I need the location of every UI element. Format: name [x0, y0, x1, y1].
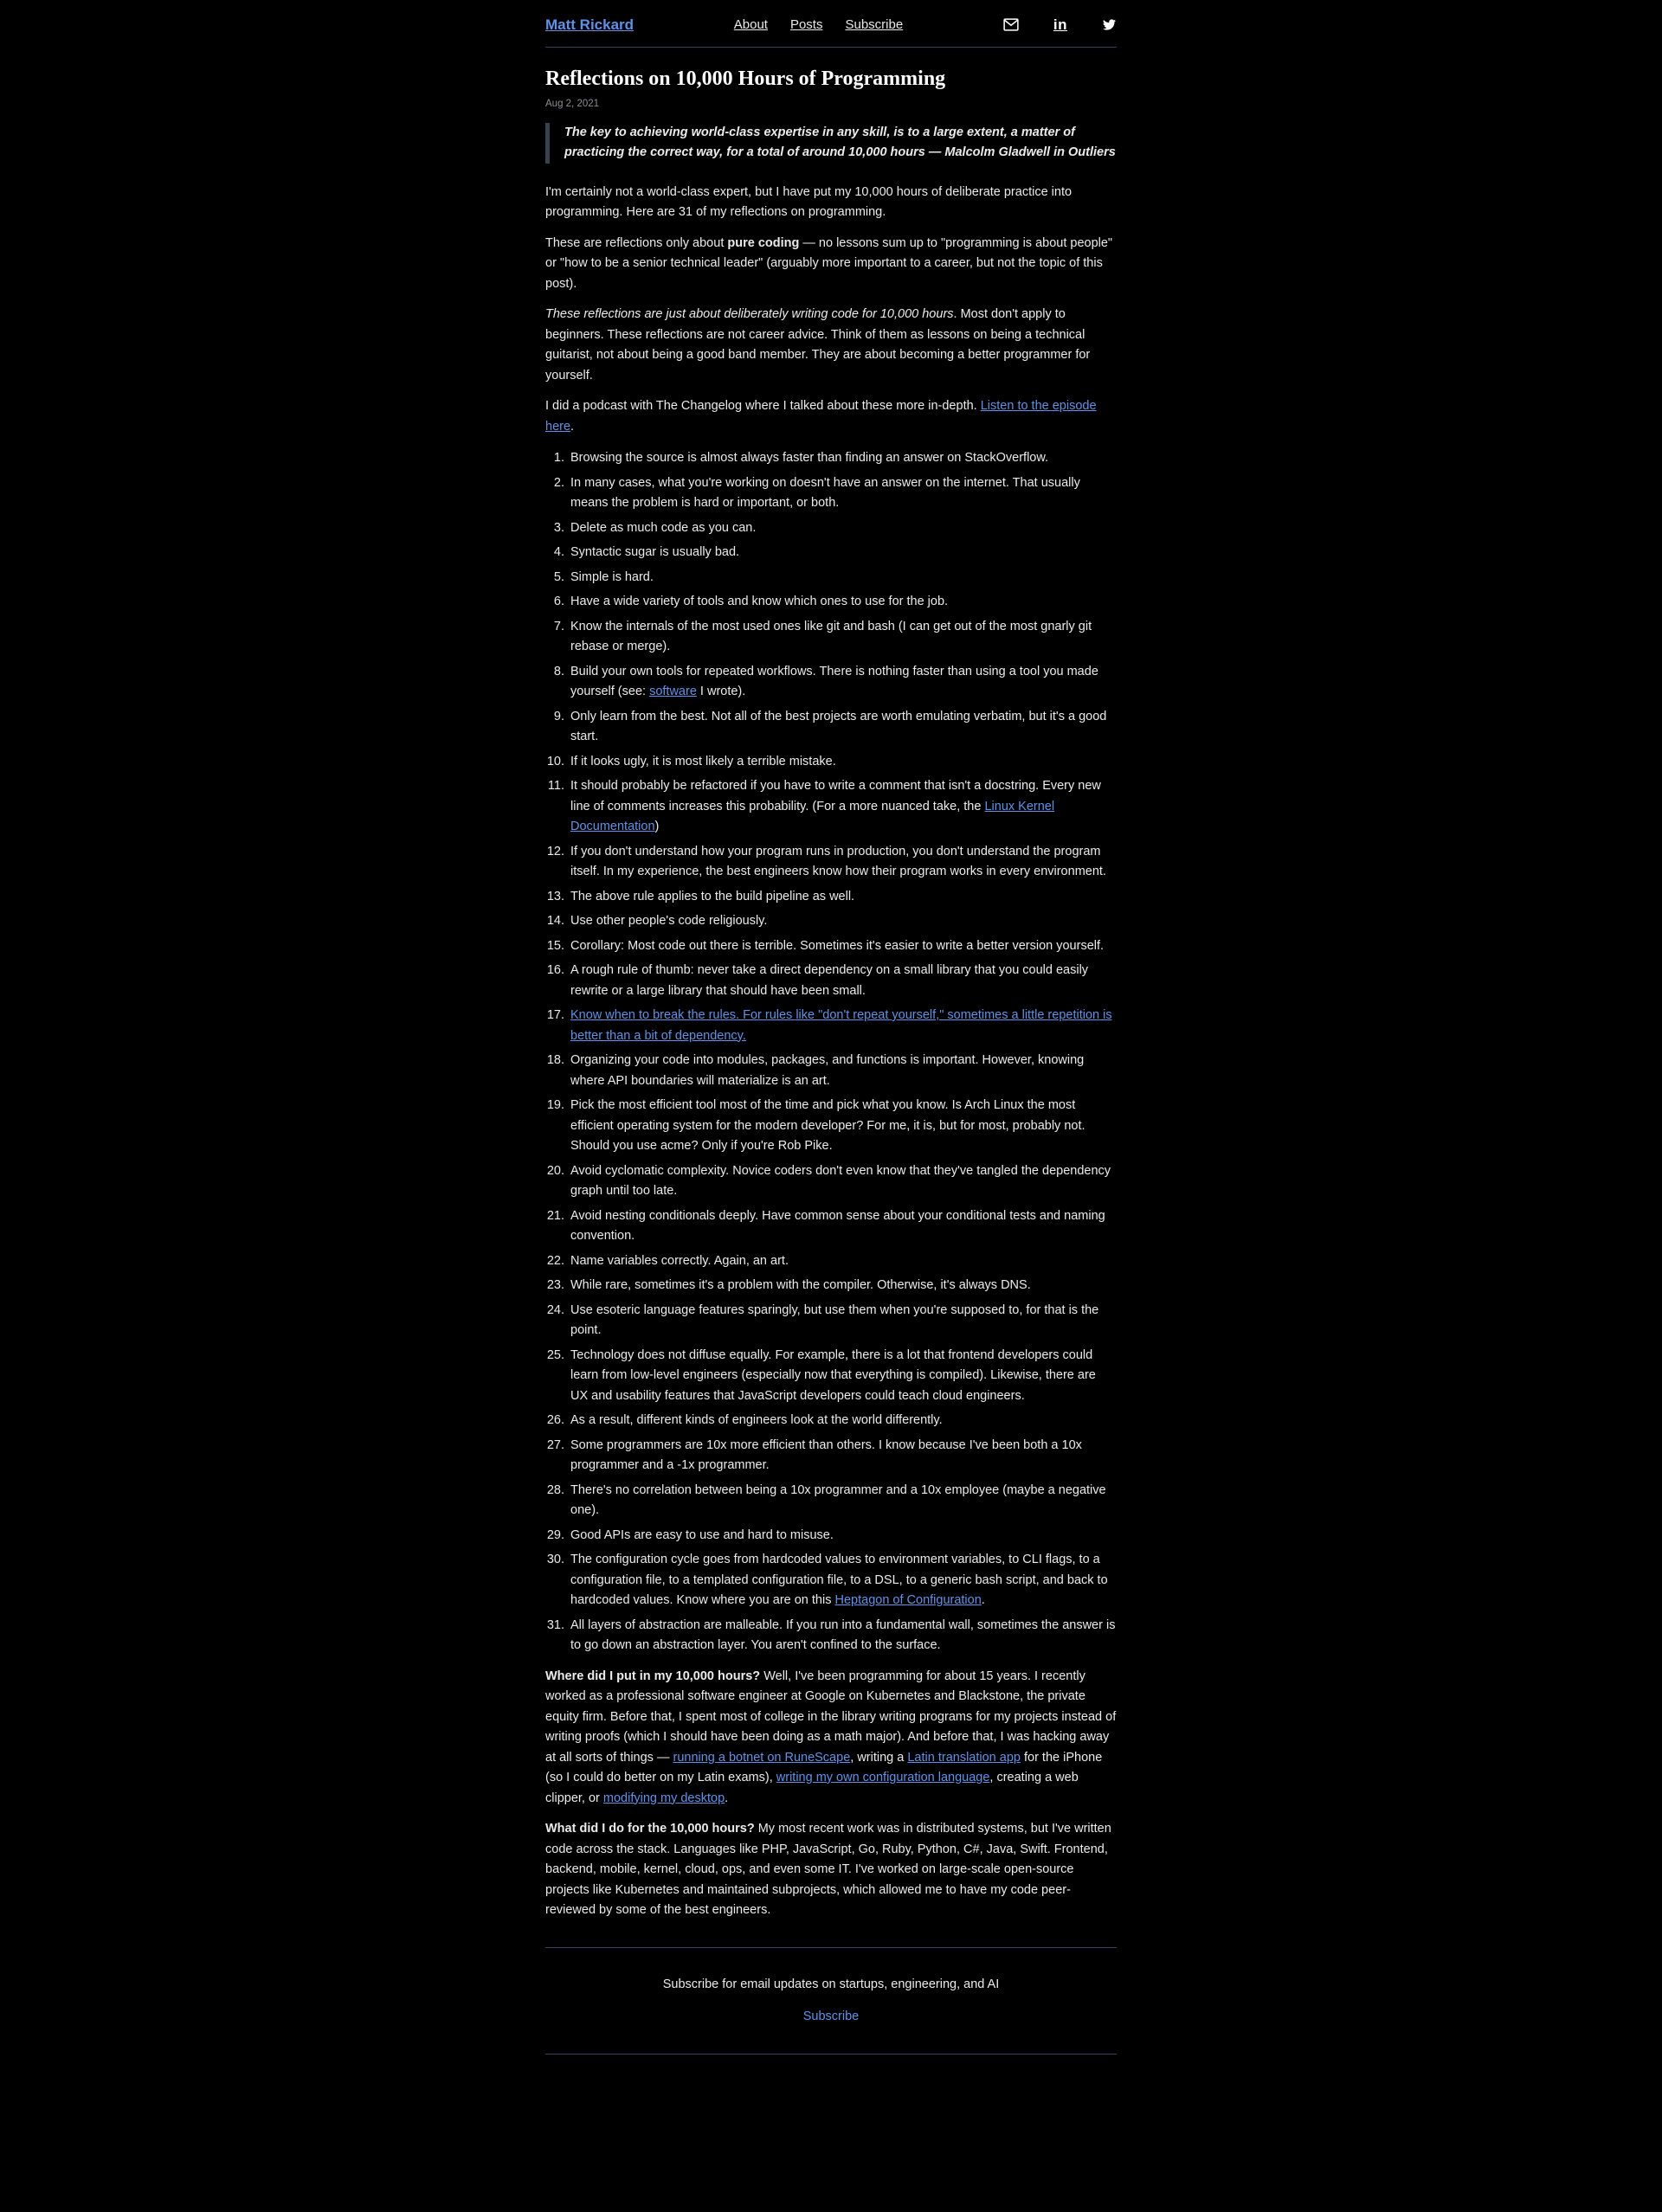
text-run: for the iPhone (so I could do better on my Latin exams),	[545, 1750, 1103, 1784]
text-run: Browsing the source is almost always faster than finding an answer on StackOverflow.	[570, 451, 1049, 465]
post-date: Aug 2, 2021	[545, 98, 600, 109]
list-item	[568, 1301, 1117, 1341]
list-item	[568, 568, 1117, 588]
list-item	[568, 1550, 1117, 1611]
text-run: )	[654, 820, 660, 833]
list-item	[568, 961, 1117, 1001]
list-item	[568, 1346, 1117, 1407]
site-footer	[545, 1948, 1117, 2028]
text-run: I'm certainly not a world-class expert, but I have put my 10,000 hours of deliberate practice into programming. Here are 31 of my reflections on programming.	[545, 184, 1073, 219]
text-run: Organizing your code into modules, packages, and functions is important. However, knowing where API boundaries will materialize is an art.	[570, 1053, 1085, 1088]
text-run: — no lessons sum up to "programming is about people" or "how to be a senior technical leader" (arguably more important to a career, but not the topic of this post).	[545, 235, 1113, 291]
list-item	[568, 1096, 1117, 1157]
text-run: Build your own tools for repeated workflows. There is nothing faster than using a tool you made yourself (see:	[570, 664, 1098, 698]
paragraph	[545, 234, 1117, 295]
list-item	[568, 592, 1117, 613]
text-run: The above rule applies to the build pipeline as well.	[570, 889, 855, 903]
text-run: .	[570, 419, 575, 434]
text-run: The configuration cycle goes from hardcoded values to environment variables, to CLI flags, to a configuration file, to a templated configuration file, to a DSL, to a generic bash script, and back to hardcoded values. Know where you are on this	[570, 1553, 1108, 1607]
text-run: As a result, different kinds of engineers look at the world differently.	[570, 1413, 943, 1427]
text-run: I did a podcast with The Changelog where I talked about these more in-depth.	[545, 399, 981, 413]
list-item	[568, 1051, 1117, 1091]
inline-link[interactable]: Know when to break the rules. For rules like "don't repeat yourself," sometimes a little repetition is better than a bit of dependency.	[570, 1008, 1112, 1043]
text-run: In many cases, what you're working on doesn't have an answer on the internet. That usually means the problem is hard or important, or both.	[570, 475, 1080, 510]
text-run: Where did I put in my 10,000 hours?	[545, 1669, 761, 1683]
twitter-icon[interactable]	[1102, 18, 1117, 31]
inline-link[interactable]: running a botnet on RuneScape	[673, 1750, 851, 1765]
inline-link[interactable]: writing my own configuration language	[776, 1771, 990, 1784]
list-item	[568, 1481, 1117, 1521]
list-item	[568, 473, 1117, 514]
paragraph	[545, 183, 1117, 223]
site-header	[545, 0, 1117, 48]
paragraph	[545, 305, 1117, 386]
list-item	[568, 662, 1117, 703]
text-run: pure coding	[727, 235, 800, 250]
text-run: These are reflections only about	[545, 235, 728, 250]
list-item	[568, 1276, 1117, 1296]
header-nav	[734, 15, 903, 35]
intro-paragraphs	[545, 183, 1117, 438]
text-run: It should probably be refactored if you have to write a comment that isn't a docstring. Every new line of comments increases this probability. (For a more nuanced take, the	[570, 779, 1101, 813]
footer-blurb: Subscribe for email updates on startups, engineering, and AI	[662, 1977, 1000, 1991]
pull-quote: The key to achieving world-class expertise in any skill, is to a large extent, a matter of practicing the correct way, for a total of around 10,000 hours — Malcolm Gladwell in Outliers	[545, 123, 1117, 164]
text-run: Avoid cyclomatic complexity. Novice coders don't even know that they've tangled the dependency graph until too late.	[570, 1163, 1111, 1198]
list-item	[568, 936, 1117, 957]
inline-link[interactable]: Listen to the episode here	[545, 399, 1097, 434]
text-run: Only learn from the best. Not all of the best projects are worth emulating verbatim, but it's a good start.	[570, 709, 1107, 743]
text-run: Some programmers are 10x more efficient than others. I know because I've been both a 10x programmer and a -1x programmer.	[570, 1437, 1082, 1472]
list-item	[568, 518, 1117, 539]
social-icons	[1003, 17, 1117, 32]
linkedin-icon[interactable]: in	[1053, 16, 1067, 34]
text-run: .	[725, 1791, 729, 1805]
nav-link[interactable]: Subscribe	[845, 17, 904, 32]
inline-link[interactable]: Heptagon of Configuration	[834, 1593, 982, 1607]
list-item	[568, 543, 1117, 563]
text-run: . Most don't apply to beginners. These reflections are not career advice. Think of them as lessons on being a technical guitarist, not about being a good band member. They are about becoming a better programmer for yourself.	[545, 307, 1091, 383]
text-run: , creating a web clipper, or	[545, 1771, 1079, 1805]
inline-link[interactable]: software	[649, 685, 697, 698]
list-item	[568, 1161, 1117, 1202]
inline-link[interactable]: Latin translation app	[907, 1750, 1021, 1765]
list-item	[568, 752, 1117, 773]
text-run: All layers of abstraction are malleable. If you run into a fundamental wall, sometimes the answer is to go down an abstraction layer. You aren't confined to the surface.	[570, 1617, 1116, 1652]
text-run: Use esoteric language features sparingly, but use them when you're supposed to, for that is the point.	[570, 1302, 1099, 1337]
blog-post	[545, 66, 1117, 1921]
text-run: Avoid nesting conditionals deeply. Have common sense about your conditional tests and naming convention.	[570, 1208, 1105, 1243]
list-item	[568, 776, 1117, 838]
text-run: Well, I've been programming for about 15 years. I recently worked as a professional software engineer at Google on Kubernetes and Blackstone, the private equity firm. Before that, I spent most of college in the library writing programs for my projects instead of writing proofs (which I should have been doing as a math major). And before that, I was hacking away at all sorts of things —	[545, 1669, 1117, 1765]
nav-link[interactable]: Posts	[789, 17, 823, 32]
text-run: , writing a	[850, 1750, 908, 1765]
list-item	[568, 617, 1117, 658]
text-run: Good APIs are easy to use and hard to misuse.	[570, 1527, 834, 1542]
text-run: My most recent work was in distributed systems, but I've written code across the stack. Languages like PHP, JavaScript, Go, Ruby, Python, C#, Java, Swift. Frontend, backend, mobile, kernel, cloud, ops, and even some IT. I've worked on large-scale open-source projects like Kubernetes and maintained subprojects, which allowed me to have my code peer-reviewed by some of the best engineers.	[545, 1822, 1111, 1917]
text-run: Have a wide variety of tools and know which ones to use for the job.	[570, 595, 949, 608]
text-run: .	[981, 1593, 985, 1607]
brand-link[interactable]: Matt Rickard	[545, 16, 635, 33]
text-run: If it looks ugly, it is most likely a terrible mistake.	[570, 754, 836, 768]
text-run: While rare, sometimes it's a problem with the compiler. Otherwise, it's always DNS.	[570, 1278, 1031, 1292]
paragraph	[545, 1667, 1117, 1810]
text-run: Corollary: Most code out there is terrible. Sometimes it's easier to write a better version yourself.	[570, 938, 1105, 953]
text-run: There's no correlation between being a 10x programmer and a 10x employee (maybe a negative one).	[570, 1482, 1106, 1517]
text-run: Technology does not diffuse equally. For example, there is a lot that frontend developers could learn from low-level engineers (especially now that everything is compiled). Likewise, there are UX and usability features that JavaScript developers could teach cloud engineers.	[570, 1347, 1096, 1403]
list-item	[568, 887, 1117, 908]
text-run: What did I do for the 10,000 hours?	[545, 1822, 755, 1836]
list-item	[568, 911, 1117, 932]
text-run: Know the internals of the most used ones like git and bash (I can get out of the most gnarly git rebase or merge).	[570, 619, 1092, 653]
list-item	[568, 1526, 1117, 1546]
page-title: Reflections on 10,000 Hours of Programming	[545, 67, 946, 90]
reflections-list	[545, 448, 1117, 1656]
list-item	[568, 1411, 1117, 1431]
text-run: If you don't understand how your program runs in production, you don't understand the program itself. In my experience, the best engineers know how their program works in every environment.	[570, 844, 1106, 878]
subscribe-link[interactable]: Subscribe	[802, 2009, 860, 2023]
list-item	[568, 1251, 1117, 1272]
list-item	[568, 707, 1117, 748]
text-run: Pick the most efficient tool most of the time and pick what you know. Is Arch Linux the most efficient operating system for the modern developer? For me, it is, but for most, probably not. Should you use acme? Only if you're Rob Pike.	[570, 1098, 1085, 1153]
content-column	[545, 0, 1117, 2054]
text-run: A rough rule of thumb: never take a direct dependency on a small library that you could easily rewrite or a large library that should have been small.	[570, 963, 1089, 998]
text-run: These reflections are just about deliberately writing code for 10,000 hours	[545, 307, 954, 321]
paragraph	[545, 1819, 1117, 1921]
inline-link[interactable]: modifying my desktop	[602, 1791, 725, 1805]
list-item	[568, 1006, 1117, 1046]
list-item	[568, 1206, 1117, 1247]
text-run: Name variables correctly. Again, an art.	[570, 1253, 789, 1268]
list-item	[568, 1436, 1117, 1476]
text-run: Delete as much code as you can.	[570, 520, 757, 535]
list-item	[568, 448, 1117, 469]
paragraph	[545, 396, 1117, 437]
nav-link[interactable]: About	[733, 17, 768, 32]
email-icon[interactable]	[1003, 18, 1019, 31]
outro-paragraphs	[545, 1667, 1117, 1921]
text-run: Syntactic sugar is usually bad.	[570, 545, 740, 559]
text-run: Use other people's code religiously.	[570, 914, 768, 928]
list-item	[568, 1616, 1117, 1656]
text-run: Simple is hard.	[570, 569, 654, 584]
inline-link[interactable]: Linux Kernel Documentation	[570, 799, 1055, 833]
text-run: I wrote).	[696, 685, 746, 698]
list-item	[568, 842, 1117, 883]
